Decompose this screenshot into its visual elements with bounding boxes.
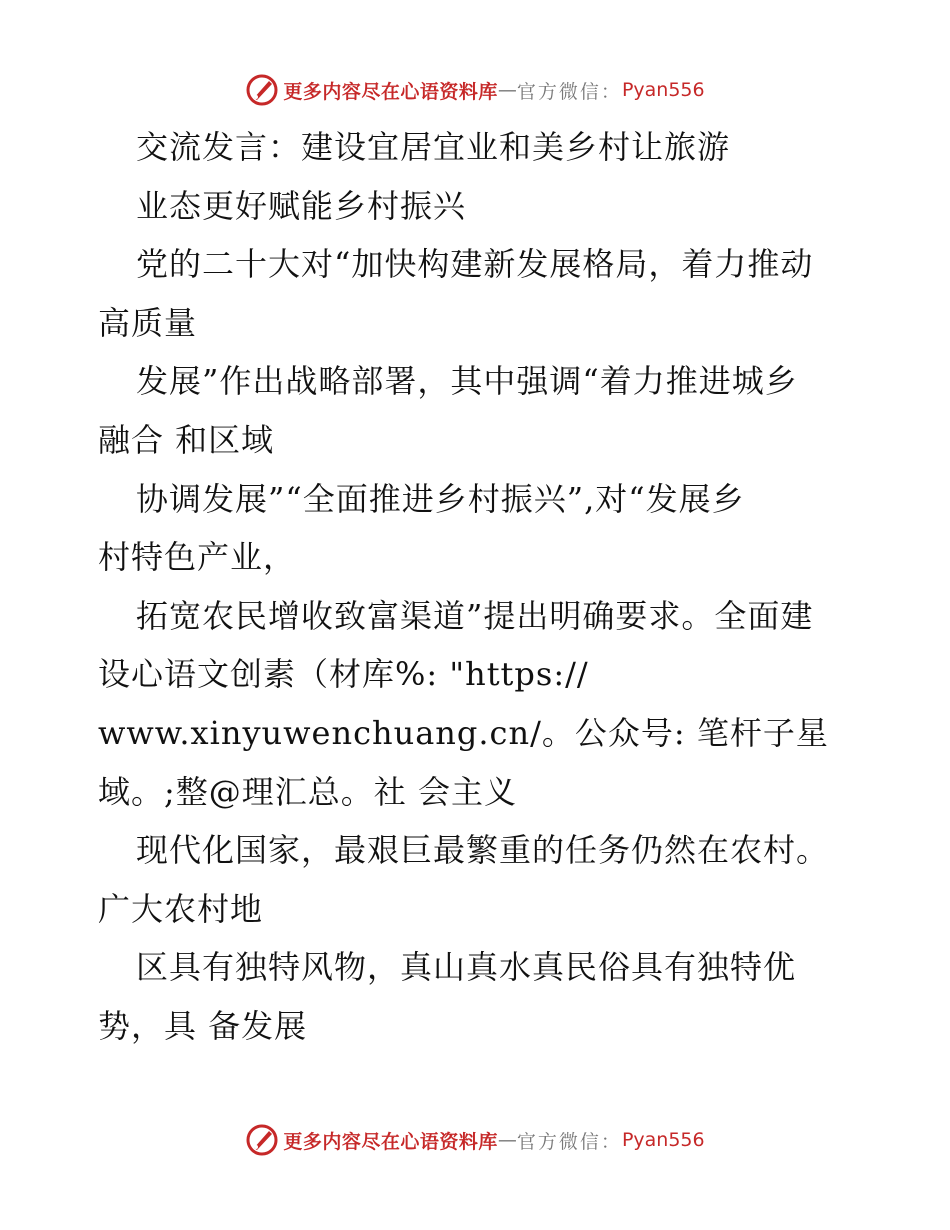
banner-main-text: 更多内容尽在心语资料库 bbox=[283, 80, 498, 103]
text-line: 党的二十大对“加快构建新发展格局，着力推动 bbox=[136, 245, 814, 284]
text-line: 设心语文创素（材库%: "https:// bbox=[98, 655, 589, 694]
banner-wechat-label: 官方微信： bbox=[516, 1130, 622, 1153]
text-line: 势，具 备发展 bbox=[98, 1006, 308, 1045]
text-line: 拓宽农民增收致富渠道”提出明确要求。全面建 bbox=[136, 596, 814, 635]
text-line: 广大农村地 bbox=[98, 889, 264, 928]
text-line: 域。;整@理汇总。社 会主义 bbox=[98, 772, 517, 811]
text-line: 现代化国家，最艰巨最繁重的任务仍然在农村。 bbox=[136, 831, 830, 870]
banner-separator: — bbox=[497, 79, 517, 101]
text-line: 协调发展”“全面推进乡村振兴”,对“发展乡 bbox=[136, 479, 745, 518]
text-line: 融合 和区域 bbox=[98, 420, 275, 459]
banner-wechat-label: 官方微信： bbox=[516, 80, 622, 103]
banner-separator: — bbox=[497, 1129, 517, 1151]
text-line: 发展”作出战略部署，其中强调“着力推进城乡 bbox=[136, 362, 798, 401]
footer-banner bbox=[0, 1120, 950, 1160]
text-line: 高质量 bbox=[98, 303, 198, 342]
pen-circle-logo-icon bbox=[245, 73, 279, 107]
pen-circle-logo-icon bbox=[245, 1123, 279, 1157]
text-line: 区具有独特风物，真山真水真民俗具有独特优 bbox=[136, 948, 797, 987]
text-line: www.xinyuwenchuang.cn/。公众号: 笔杆子星 bbox=[98, 713, 829, 752]
header-banner bbox=[0, 70, 950, 110]
banner-main-text: 更多内容尽在心语资料库 bbox=[283, 1130, 498, 1153]
text-line: 交流发言：建设宜居宜业和美乡村让旅游 bbox=[136, 128, 731, 166]
text-line: 村特色产业， bbox=[98, 538, 297, 577]
banner-wechat-id: Pyan556 bbox=[621, 1129, 705, 1151]
text-line: 业态更好赋能乡村振兴 bbox=[136, 186, 467, 225]
document-body bbox=[98, 118, 888, 1056]
banner-wechat-id: Pyan556 bbox=[621, 79, 705, 101]
